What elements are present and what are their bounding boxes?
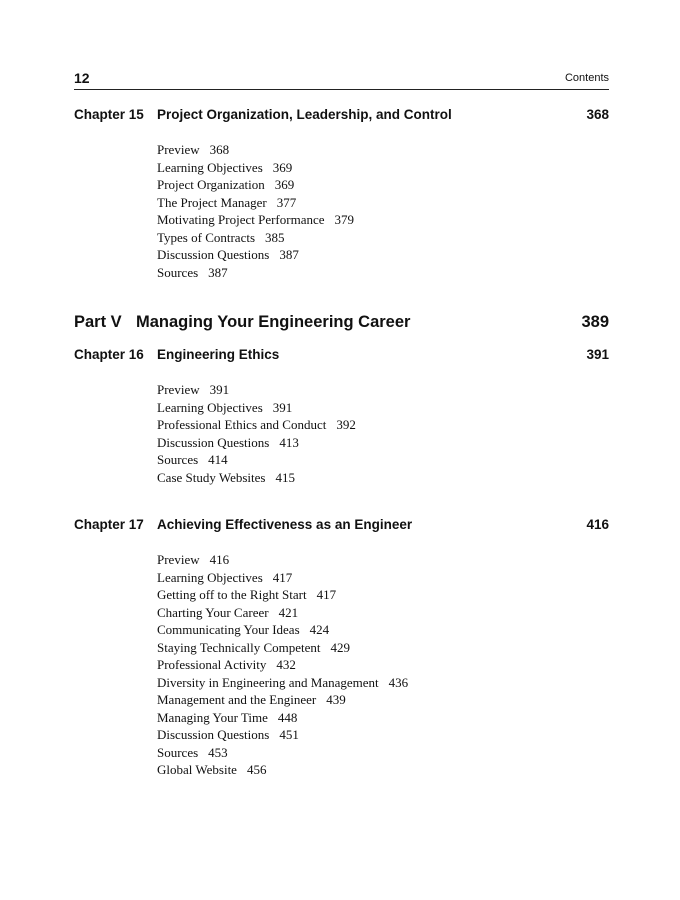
toc-entry bbox=[157, 621, 408, 639]
toc-entry bbox=[157, 194, 354, 212]
toc-entry-title: Preview bbox=[157, 382, 200, 397]
toc-entry bbox=[157, 416, 356, 434]
toc-entry bbox=[157, 744, 408, 762]
chapter-heading-15 bbox=[74, 107, 609, 125]
toc-entry-title: Preview bbox=[157, 142, 200, 157]
toc-entry bbox=[157, 569, 408, 587]
chapter-17-entries bbox=[157, 551, 408, 779]
toc-entry bbox=[157, 159, 354, 177]
toc-entry-page: 414 bbox=[208, 452, 228, 467]
toc-entry-page: 369 bbox=[274, 177, 295, 192]
toc-entry bbox=[157, 381, 356, 399]
toc-entry-page: 415 bbox=[275, 469, 295, 485]
toc-entry-title: Global Website bbox=[157, 762, 237, 777]
part-heading bbox=[74, 313, 609, 335]
page-number: 12 bbox=[74, 70, 90, 86]
part-page: 389 bbox=[581, 313, 609, 331]
toc-entry-title: Sources bbox=[157, 264, 199, 280]
toc-entry-title: Sources bbox=[157, 452, 199, 467]
chapter-label: Chapter 15 bbox=[74, 107, 144, 122]
toc-entry-title: Learning Objectives bbox=[157, 569, 263, 585]
toc-entry-page: 417 bbox=[316, 587, 337, 602]
toc-entry-title: Motivating Project Performance bbox=[157, 212, 325, 227]
toc-entry-page: 369 bbox=[272, 159, 293, 175]
toc-entry-page: 391 bbox=[272, 399, 293, 415]
toc-entry bbox=[157, 551, 408, 569]
chapter-label: Chapter 17 bbox=[74, 517, 144, 532]
toc-entry bbox=[157, 211, 354, 229]
toc-entry bbox=[157, 229, 354, 247]
toc-entry-page: 448 bbox=[277, 709, 298, 725]
running-title: Contents bbox=[564, 72, 609, 84]
toc-entry bbox=[157, 674, 408, 692]
toc-entry-title: Learning Objectives bbox=[157, 399, 263, 415]
toc-entry bbox=[157, 726, 408, 744]
toc-entry bbox=[157, 691, 408, 709]
toc-entry bbox=[157, 176, 354, 194]
toc-entry-page: 424 bbox=[309, 622, 330, 637]
toc-entry bbox=[157, 264, 354, 282]
chapter-page: 391 bbox=[586, 347, 609, 362]
toc-entry bbox=[157, 246, 354, 264]
toc-entry-title: Management and the Engineer bbox=[157, 692, 317, 707]
toc-entry-page: 377 bbox=[276, 194, 297, 210]
toc-entry bbox=[157, 639, 408, 657]
part-title: Managing Your Engineering Career bbox=[136, 313, 411, 331]
part-label: Part V bbox=[74, 313, 122, 331]
toc-entry-title: Project Organization bbox=[157, 177, 265, 192]
toc-entry-page: 416 bbox=[209, 552, 230, 567]
toc-entry bbox=[157, 656, 408, 674]
chapter-heading-16 bbox=[74, 347, 609, 365]
toc-entry-page: 387 bbox=[279, 247, 299, 262]
chapter-page: 416 bbox=[586, 517, 609, 532]
chapter-page: 368 bbox=[586, 107, 609, 122]
toc-entry-title: Discussion Questions bbox=[157, 727, 270, 742]
toc-entry bbox=[157, 141, 354, 159]
toc-entry-page: 429 bbox=[330, 639, 350, 655]
toc-entry-page: 451 bbox=[279, 727, 299, 742]
toc-entry-title: Professional Activity bbox=[157, 657, 267, 672]
toc-entry-page: 391 bbox=[209, 382, 230, 397]
toc-entry-page: 385 bbox=[265, 229, 285, 245]
toc-entry-title: Learning Objectives bbox=[157, 159, 263, 175]
toc-entry-title: Discussion Questions bbox=[157, 434, 270, 450]
chapter-15-entries bbox=[157, 141, 354, 281]
toc-entry-title: The Project Manager bbox=[157, 194, 267, 210]
toc-entry-page: 421 bbox=[278, 604, 299, 620]
toc-entry bbox=[157, 604, 408, 622]
toc-entry bbox=[157, 761, 408, 779]
toc-entry-page: 436 bbox=[388, 674, 409, 690]
toc-entry-page: 456 bbox=[246, 762, 267, 777]
toc-entry-title: Types of Contracts bbox=[157, 229, 256, 245]
toc-entry-page: 379 bbox=[334, 212, 355, 227]
chapter-16-entries bbox=[157, 381, 356, 486]
toc-entry-title: Discussion Questions bbox=[157, 247, 270, 262]
toc-entry bbox=[157, 709, 408, 727]
toc-entry bbox=[157, 469, 356, 487]
toc-entry bbox=[157, 399, 356, 417]
toc-entry-title: Communicating Your Ideas bbox=[157, 622, 300, 637]
toc-entry-page: 387 bbox=[208, 264, 228, 280]
toc-entry bbox=[157, 586, 408, 604]
toc-entry-title: Professional Ethics and Conduct bbox=[157, 417, 327, 432]
toc-entry-page: 417 bbox=[272, 569, 293, 585]
toc-entry-page: 392 bbox=[336, 417, 356, 432]
toc-entry-title: Preview bbox=[157, 552, 200, 567]
chapter-title: Engineering Ethics bbox=[157, 347, 280, 362]
toc-entry-title: Case Study Websites bbox=[157, 469, 266, 485]
toc-entry-title: Getting off to the Right Start bbox=[157, 587, 307, 602]
toc-entry-title: Staying Technically Competent bbox=[157, 639, 321, 655]
toc-entry-title: Sources bbox=[157, 744, 199, 760]
toc-entry-page: 453 bbox=[208, 744, 228, 760]
toc-entry-title: Diversity in Engineering and Management bbox=[157, 674, 379, 690]
chapter-heading-17 bbox=[74, 517, 609, 535]
toc-entry-title: Charting Your Career bbox=[157, 604, 269, 620]
toc-entry-page: 439 bbox=[326, 692, 346, 707]
toc-entry-title: Managing Your Time bbox=[157, 709, 268, 725]
chapter-title: Achieving Effectiveness as an Engineer bbox=[157, 517, 413, 532]
toc-entry-page: 368 bbox=[209, 142, 230, 157]
toc-entry bbox=[157, 434, 356, 452]
toc-entry-page: 413 bbox=[279, 434, 299, 450]
toc-entry bbox=[157, 451, 356, 469]
chapter-label: Chapter 16 bbox=[74, 347, 144, 362]
chapter-title: Project Organization, Leadership, and Control bbox=[157, 107, 452, 122]
page-header bbox=[74, 70, 609, 90]
toc-entry-page: 432 bbox=[276, 657, 296, 672]
